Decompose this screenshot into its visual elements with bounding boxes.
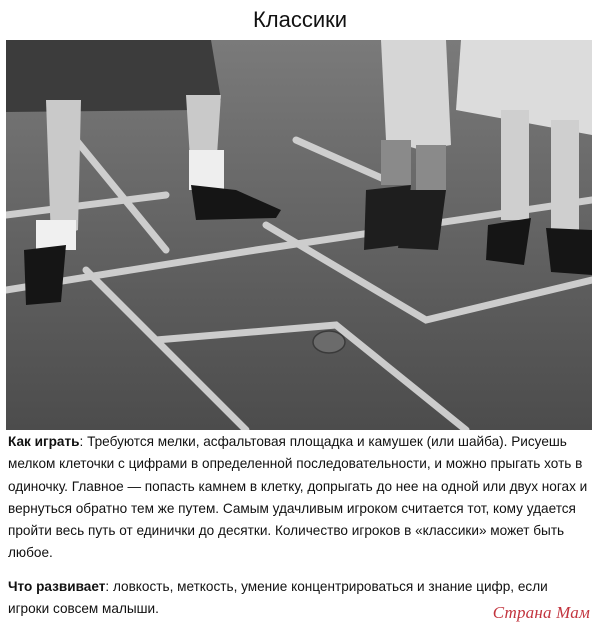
how-to-play-paragraph xyxy=(8,431,592,565)
watermark-logo: Страна Мам xyxy=(492,603,590,622)
photo-illustration xyxy=(6,40,592,430)
page-title: Классики xyxy=(252,7,348,32)
hopscotch-photo xyxy=(6,40,592,430)
stone xyxy=(313,331,345,353)
develops-text: : ловкость, меткость, умение концентрироваться и знание цифр, если игроки совсем малыши. xyxy=(8,578,548,617)
how-to-play-label: Как играть xyxy=(8,434,80,449)
how-to-play-text: : Требуются мелки, асфальтовая площадка и камушек (или шайба). Рисуешь мелком клеточки с цифрами в определенной последовательности, и можно прыгать хоть в одиночку. Главное — попасть камнем в клетку, допрыгать до нее на одной или двух ногах и вернуться обратно тем же путем. Самым удачливым игроком считается тот, кому удается пройти весь путь от единички до десятки. Количество игроков в «классики» может быть любое. xyxy=(8,434,588,561)
article-text xyxy=(8,431,592,620)
develops-label: Что развивает xyxy=(8,578,106,594)
